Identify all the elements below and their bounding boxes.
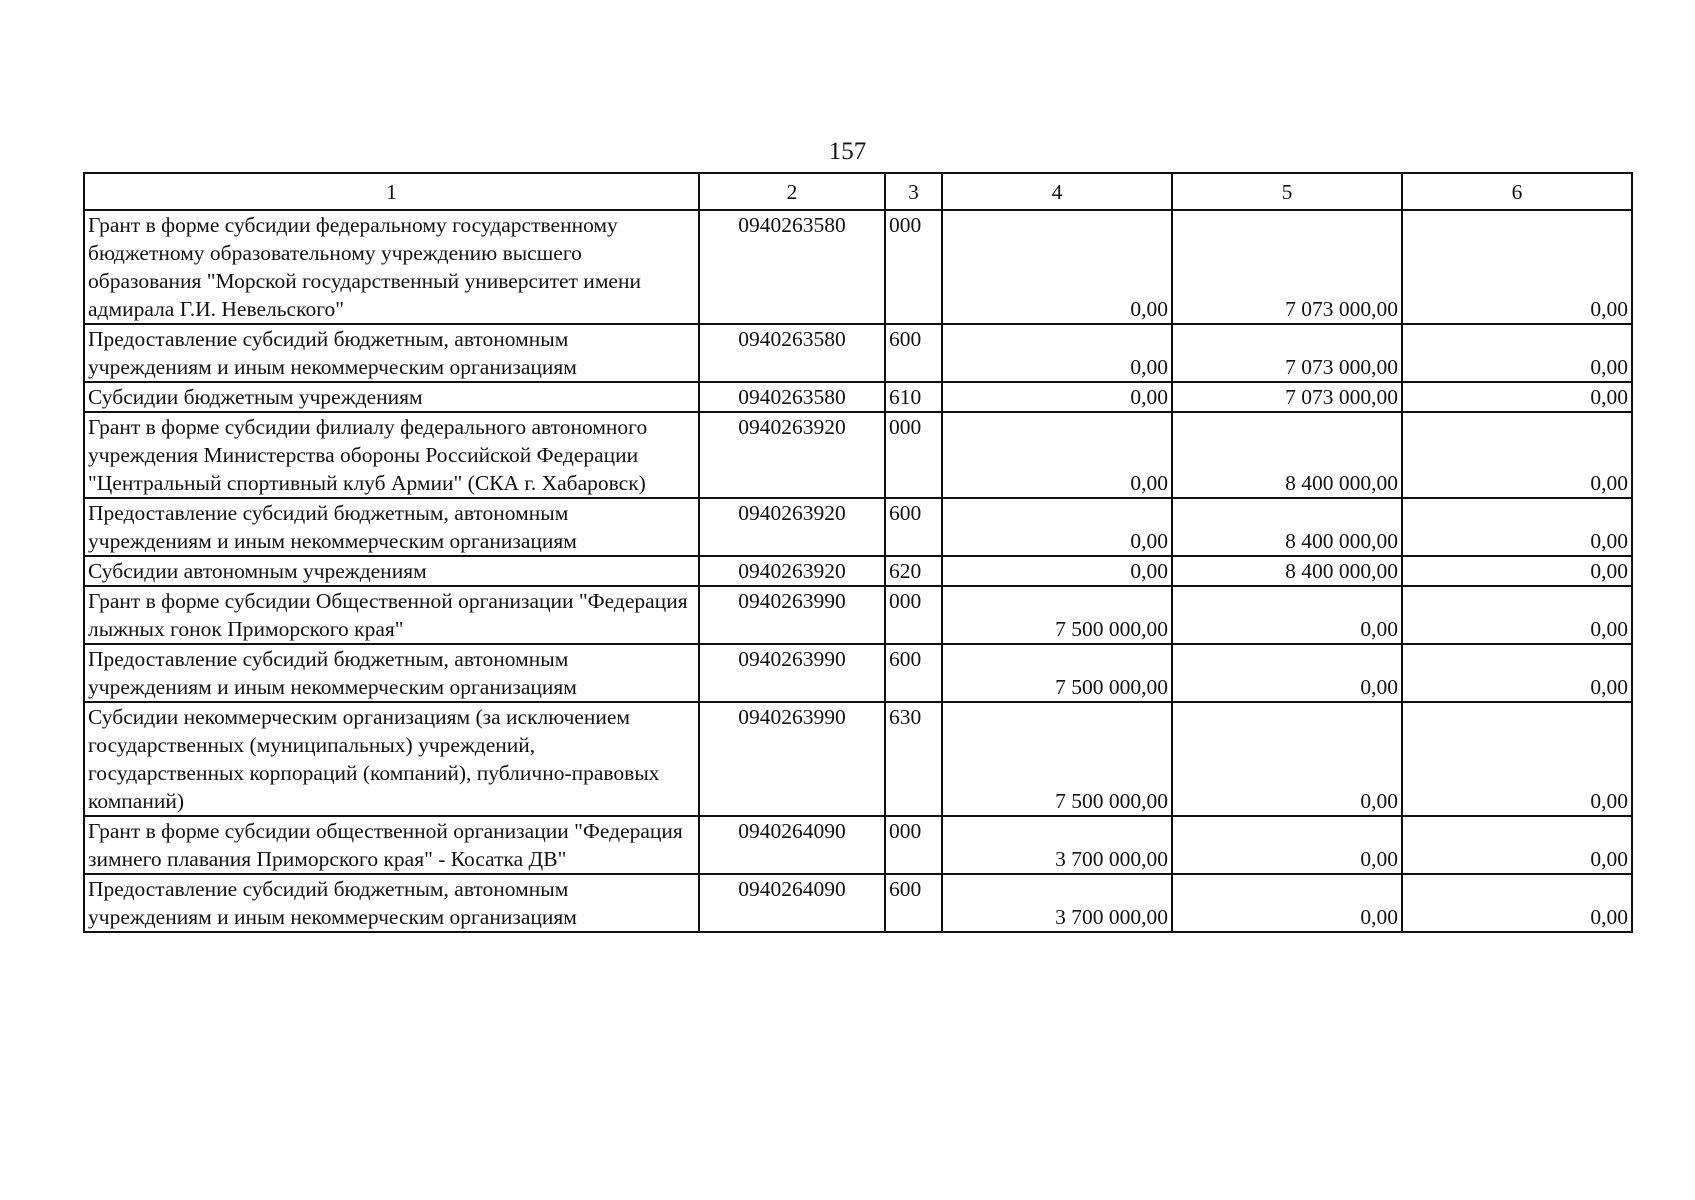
row-value-5: 8 400 000,00 — [1172, 412, 1402, 498]
row-value-4: 0,00 — [942, 382, 1172, 412]
row-name: Грант в форме субсидии Общественной организации "Федерация лыжных гонок Приморского края" — [84, 586, 699, 644]
row-value-4: 0,00 — [942, 556, 1172, 586]
table-row — [84, 586, 1632, 644]
row-value-5: 8 400 000,00 — [1172, 498, 1402, 556]
row-name: Предоставление субсидий бюджетным, автономным учреждениям и иным некоммерческим организациям — [84, 324, 699, 382]
row-expense-type: 600 — [885, 498, 942, 556]
row-value-4: 0,00 — [942, 412, 1172, 498]
row-value-5: 7 073 000,00 — [1172, 382, 1402, 412]
row-code: 0940263990 — [699, 644, 885, 702]
row-value-4: 7 500 000,00 — [942, 586, 1172, 644]
budget-table — [83, 172, 1633, 933]
row-value-6: 0,00 — [1402, 382, 1632, 412]
column-header-4: 4 — [942, 173, 1172, 210]
row-value-6: 0,00 — [1402, 586, 1632, 644]
row-expense-type: 000 — [885, 586, 942, 644]
row-value-5: 8 400 000,00 — [1172, 556, 1402, 586]
row-name: Субсидии автономным учреждениям — [84, 556, 699, 586]
row-code: 0940263580 — [699, 210, 885, 324]
row-value-5: 0,00 — [1172, 586, 1402, 644]
row-value-5: 0,00 — [1172, 644, 1402, 702]
table-row — [84, 874, 1632, 932]
row-value-5: 7 073 000,00 — [1172, 210, 1402, 324]
row-code: 0940263920 — [699, 498, 885, 556]
row-expense-type: 630 — [885, 702, 942, 816]
row-expense-type: 610 — [885, 382, 942, 412]
table-row — [84, 498, 1632, 556]
row-value-5: 0,00 — [1172, 816, 1402, 874]
row-expense-type: 600 — [885, 644, 942, 702]
row-expense-type: 000 — [885, 816, 942, 874]
row-code: 0940263920 — [699, 412, 885, 498]
row-value-6: 0,00 — [1402, 498, 1632, 556]
table-row — [84, 412, 1632, 498]
row-expense-type: 600 — [885, 324, 942, 382]
table-row — [84, 556, 1632, 586]
page-number: 157 — [828, 138, 867, 165]
row-expense-type: 000 — [885, 210, 942, 324]
row-code: 0940263990 — [699, 702, 885, 816]
row-value-6: 0,00 — [1402, 644, 1632, 702]
row-name: Субсидии некоммерческим организациям (за исключением государственных (муниципальных) учреждений, государственных корпораций (компаний), публично-правовых компаний) — [84, 702, 699, 816]
column-header-6: 6 — [1402, 173, 1632, 210]
row-code: 0940263580 — [699, 324, 885, 382]
row-expense-type: 600 — [885, 874, 942, 932]
row-code: 0940264090 — [699, 874, 885, 932]
row-value-4: 3 700 000,00 — [942, 816, 1172, 874]
table-row — [84, 324, 1632, 382]
column-header-3: 3 — [885, 173, 942, 210]
row-value-4: 0,00 — [942, 210, 1172, 324]
row-code: 0940263990 — [699, 586, 885, 644]
row-name: Грант в форме субсидии филиалу федерального автономного учреждения Министерства обороны Российской Федерации "Центральный спортивный клуб Армии" (СКА г. Хабаровск) — [84, 412, 699, 498]
column-number-row — [84, 173, 1632, 210]
row-value-4: 7 500 000,00 — [942, 644, 1172, 702]
row-name: Предоставление субсидий бюджетным, автономным учреждениям и иным некоммерческим организациям — [84, 874, 699, 932]
row-code: 0940263580 — [699, 382, 885, 412]
row-name: Грант в форме субсидии федеральному государственному бюджетному образовательному учреждению высшего образования "Морской государственный университет имени адмирала Г.И. Невельского" — [84, 210, 699, 324]
column-header-2: 2 — [699, 173, 885, 210]
row-value-6: 0,00 — [1402, 210, 1632, 324]
row-value-5: 7 073 000,00 — [1172, 324, 1402, 382]
table-row — [84, 210, 1632, 324]
row-value-6: 0,00 — [1402, 816, 1632, 874]
row-value-5: 0,00 — [1172, 702, 1402, 816]
row-value-4: 3 700 000,00 — [942, 874, 1172, 932]
table-row — [84, 382, 1632, 412]
row-expense-type: 000 — [885, 412, 942, 498]
row-value-4: 0,00 — [942, 498, 1172, 556]
row-value-5: 0,00 — [1172, 874, 1402, 932]
row-value-4: 0,00 — [942, 324, 1172, 382]
row-name: Субсидии бюджетным учреждениям — [84, 382, 699, 412]
row-value-6: 0,00 — [1402, 874, 1632, 932]
row-value-6: 0,00 — [1402, 702, 1632, 816]
table-row — [84, 702, 1632, 816]
column-header-1: 1 — [84, 173, 699, 210]
row-value-6: 0,00 — [1402, 412, 1632, 498]
column-header-5: 5 — [1172, 173, 1402, 210]
table-row — [84, 644, 1632, 702]
row-code: 0940263920 — [699, 556, 885, 586]
row-value-6: 0,00 — [1402, 324, 1632, 382]
row-name: Предоставление субсидий бюджетным, автономным учреждениям и иным некоммерческим организациям — [84, 498, 699, 556]
row-name: Грант в форме субсидии общественной организации "Федерация зимнего плавания Приморского края" - Косатка ДВ" — [84, 816, 699, 874]
row-code: 0940264090 — [699, 816, 885, 874]
row-value-4: 7 500 000,00 — [942, 702, 1172, 816]
table-row — [84, 816, 1632, 874]
row-name: Предоставление субсидий бюджетным, автономным учреждениям и иным некоммерческим организациям — [84, 644, 699, 702]
row-value-6: 0,00 — [1402, 556, 1632, 586]
row-expense-type: 620 — [885, 556, 942, 586]
